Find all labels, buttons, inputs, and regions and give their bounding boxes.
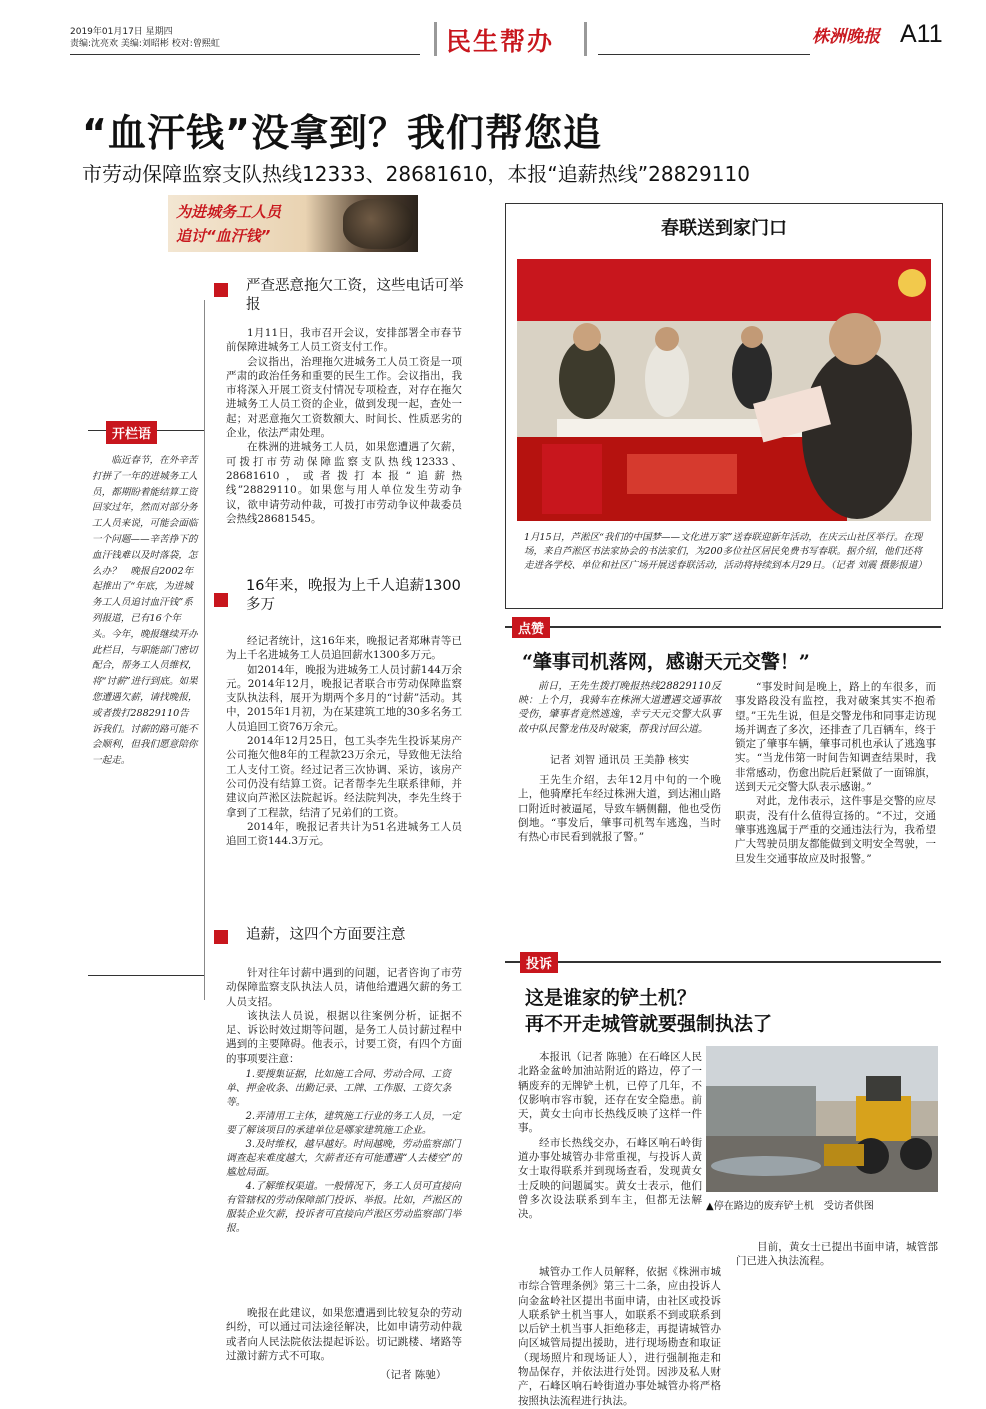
praise-lede: 前日，王先生拨打晚报热线28829110反映：上个月，我骑车在株洲大道遭遇交通事故受伤，肇事者竟然逃逸，幸亏天元交警大队事故中队民警龙伟及时破案，帮我讨回公道。 xyxy=(518,681,721,735)
banner-line-2: 追讨“血汗钱” xyxy=(176,227,271,245)
section-title-1: 严查恶意拖欠工资，这些电话可举报 xyxy=(246,278,464,313)
opening-text: 临近春节，在外辛苦打拼了一年的进城务工人员，都期盼着能结算工资回家过年，然而对部分务工人员来说，可能会面临一个问题——辛苦挣下的血汗钱难以及时落袋，怎么办？ 晚报自2002年起推出了“年底，为进城务工人员追讨血汗钱”系列报道，已有16个年头。今年，晚报继续开办此栏目，与职能部门密切配合，帮务工人员维权，将“讨薪”进行到底。如果您遭遇欠薪，请找晚报，或者拨打28829110告诉我们。讨薪的路可能不会顺利，但我们愿意陪你一起走。 xyxy=(92,455,198,767)
tip-item: 3.及时维权，越早越好。时间越晚，劳动监察部门调查起来难度越大，欠薪者还有可能遭遇“人去楼空”的尴尬局面。 xyxy=(226,1139,462,1178)
banner-line-1: 为进城务工人员 xyxy=(176,203,282,221)
section-divider-right xyxy=(584,22,587,56)
photo-story-title: 春联送到家门口 xyxy=(661,218,787,239)
paragraph: 本报讯（记者 陈驰）在石峰区人民北路金盆岭加油站附近的路边，停了一辆废弃的无牌铲土机，已停了几年，不仅影响市容市貌，还存在安全隐患。前天，黄女士向市长热线反映了这样一件事。 xyxy=(518,1051,702,1135)
praise-title: “肇事司机落网，感谢天元交警！” xyxy=(522,651,810,673)
photo-frame xyxy=(517,259,931,715)
paragraph: 如2014年，晚报为进城务工人员讨薪144万余元。2014年12月，晚报记者联合市劳动保障监察支队执法科，展开为期两个多月的“讨薪”活动。其中，2015年1月初，为在某建筑工地的30多名务工人员追回工资76万余元。 xyxy=(226,663,462,733)
page-number: A11 xyxy=(900,20,943,48)
section-divider-left xyxy=(434,22,437,56)
newspaper-logo: 株洲晚报 xyxy=(812,27,880,47)
section-title-2: 16年来，晚报为上千人追薪1300多万 xyxy=(246,578,461,613)
header-rule-left xyxy=(70,54,420,55)
praise-tag: 点赞 xyxy=(512,617,550,638)
praise-credit: 记者 刘智 通讯员 王美静 核实 xyxy=(549,753,690,766)
complaint-tag: 投诉 xyxy=(520,952,558,973)
page-subhead: 市劳动保障监察支队热线12333、28681610，本报“追薪热线”28829110 xyxy=(82,162,750,186)
bulldozer-photo xyxy=(706,1046,938,1192)
paragraph: 经记者统计，这16年来，晚报记者郑琳青等已为上千名进城务工人员追回薪水1300多万元。 xyxy=(226,635,462,662)
tip-item: 4.了解维权渠道。一般情况下，务工人员可直接向有管辖权的劳动保障部门投诉、举报。比如，芦淞区的服装企业欠薪，投诉者可直接向芦淞区劳动监察部门举报。 xyxy=(226,1181,462,1234)
section-marker-2 xyxy=(214,593,228,607)
staff-credits: 责编:沈亮欢 美编:刘昭彬 校对:曾熙虹 xyxy=(70,39,220,49)
section-body-3 xyxy=(226,966,462,1066)
paragraph: 2014年，晚报记者共计为51名进城务工人员追回工资144.3万元。 xyxy=(226,820,462,848)
tips-list xyxy=(226,1068,462,1236)
complaint-top-rule xyxy=(505,961,941,963)
complaint-title-1: 这是谁家的铲土机？ xyxy=(525,987,697,1009)
byline: （记者 陈驰） xyxy=(380,1369,447,1381)
paragraph: 会议指出，治理拖欠进城务工人员工资是一项严肃的政治任务和重要的民生工作。会议指出，我市将深入开展工资支付情况专项检查，对存在拖欠进城务工人员工资的企业，做到发现一起，查处一起；对恶意拖欠工资数额大、时间长、性质恶劣的企业，依法严肃处理。 xyxy=(226,355,462,440)
photo-story-box xyxy=(505,203,943,609)
complaint-title-2: 再不开走城管就要强制执法了 xyxy=(525,1013,773,1035)
paragraph: 王先生介绍，去年12月中旬的一个晚上，他骑摩托车经过株洲大道，到达湘山路口附近时被逼尾，导致车辆侧翻，他也受伤倒地。“事发后，肇事司机驾车逃逸，当时有热心市民看到就报了警。” xyxy=(518,774,721,844)
paragraph: 在株洲的进城务工人员，如果您遭遇了欠薪，可拨打市劳动保障监察支队热线12333、28681610，或者拨打本报“追薪热线”28829110。如果您与用人单位发生劳动争议，欲申请劳动仲裁，可拨打市劳动争议仲裁委员会热线28681545。 xyxy=(226,441,462,525)
header-rule-right xyxy=(598,54,810,55)
paragraph: 该执法人员说，根据以往案例分析，证据不足、诉讼时效过期等问题，是务工人员讨薪过程中遇到的主要障碍。他表示，讨要工资，有四个方面的事项要注意： xyxy=(226,1009,462,1065)
complaint-body-left xyxy=(518,1265,721,1408)
praise-col-right xyxy=(735,680,936,866)
paragraph: 目前，黄女士已提出书面申请，城管部门已进入执法流程。 xyxy=(736,1241,938,1268)
complaint-body-right xyxy=(736,1240,938,1269)
paragraph: 对此，龙伟表示，这件事是交警的应尽职责，没有什么值得宣扬的。“不过，交通肇事逃逸属于严重的交通违法行为，我希望广大驾驶员朋友都能做到文明安全驾驶，一旦发生交通事故应及时报警。” xyxy=(735,795,936,865)
paragraph: 针对往年讨薪中遇到的问题，记者咨询了市劳动保障监察支队执法人员，请他给遭遇欠薪的务工人员支招。 xyxy=(226,967,462,1008)
praise-col-left xyxy=(518,680,721,845)
paragraph: 经市长热线交办，石峰区响石岭街道办事处城管办非常重视，与投诉人黄女士取得联系并到现场查看，发现黄女士反映的问题属实。黄女士表示，他们曾多次设法联系到车主，但都无法解决。 xyxy=(518,1136,702,1221)
issue-date: 2019年01月17日 星期四 xyxy=(70,27,173,37)
bulldozer-caption: ▲停在路边的废弃铲土机 受访者供图 xyxy=(706,1201,874,1212)
column-banner xyxy=(168,195,418,252)
section-body-1 xyxy=(226,326,462,526)
tip-item: 2.弄清用工主体，建筑施工行业的务工人员，一定要了解该项目的承建单位是哪家建筑施工企业。 xyxy=(226,1111,461,1136)
hands-photo-icon xyxy=(343,199,413,249)
section-marker-3 xyxy=(214,930,228,944)
complaint-body-top xyxy=(518,1050,702,1222)
paragraph: 城管办工作人员解释，依据《株洲市城市综合管理条例》第三十二条，应由投诉人向金盆岭社区提出书面申请，由社区或投诉人联系铲土机当事人，如联系不到或联系到以后铲土机当事人拒绝移走，再提请城管办向区城管局提出援助，进行现场勘查和取证（现场照片和现场证人），进行强制拖走和物品保存，并依法进行处罚。因涉及私人财产，石峰区响石岭街道办事处城管办将严格按照执法流程进行执法。 xyxy=(518,1266,721,1407)
photo-story-caption: 1月15日，芦淞区“我们的中国梦——文化进万家”送春联迎新年活动，在庆云山社区举行。在现场，来自芦淞区书法家协会的书法家们，为200多位社区居民免费书写春联。据介绍，他们还将走进各学校、单位和社区广场开展送春联活动，活动将持续到本月29日。（记者 刘震 摄影报道） xyxy=(524,532,927,571)
couplet-event-photo xyxy=(517,259,931,521)
section-name: 民生帮办 xyxy=(446,27,555,56)
paragraph: 2014年12月25日，包工头李先生投诉某房产公司拖欠他8年的工程款23万余元，导致他无法给工人支付工资。经过记者三次协调、采访，该房产公司仍没有结算工资。记者帮李先生联系律师，并建议向芦淞区法院起诉。经法院判决，李先生终于拿到了工程款，结清了兄弟们的工资。 xyxy=(226,735,462,819)
praise-top-rule xyxy=(505,626,941,628)
paragraph: 1月11日，我市召开会议，安排部署全市春节前保障进城务工人员工资支付工作。 xyxy=(226,327,462,354)
opening-label: 开栏语 xyxy=(106,421,157,444)
paragraph: “事发时间是晚上，路上的车很多，而事发路段没有监控，我对破案其实不抱希望。”王先生说，但是交警龙伟和同事走访现场并调查了多次，还排查了几百辆车，终于锁定了肇事车辆，肇事司机也承认了逃逸事实。“当龙伟第一时间告知调查结果时，我非常感动，伤愈出院后赶紧做了一面锦旗，送到天元交警大队表示感谢。” xyxy=(735,681,936,794)
section-body-2 xyxy=(226,634,462,848)
section-closing xyxy=(226,1306,462,1363)
section-marker-1 xyxy=(214,283,228,297)
section-title-3: 追薪，这四个方面要注意 xyxy=(246,927,406,943)
tip-item: 1.要搜集证据，比如施工合同、劳动合同、工资单、押金收条、出勤记录、工牌、工作服、工资欠条等。 xyxy=(226,1069,452,1108)
paragraph: 晚报在此建议，如果您遭遇到比较复杂的劳动纠纷，可以通过司法途径解决，比如申请劳动仲裁或者向人民法院依法提起诉讼。切记跳楼、堵路等过激讨薪方式不可取。 xyxy=(226,1307,462,1362)
page-headline: “血汗钱”没拿到？我们帮您追 xyxy=(82,111,602,155)
column-rule xyxy=(204,300,205,1000)
opening-column xyxy=(88,427,204,976)
